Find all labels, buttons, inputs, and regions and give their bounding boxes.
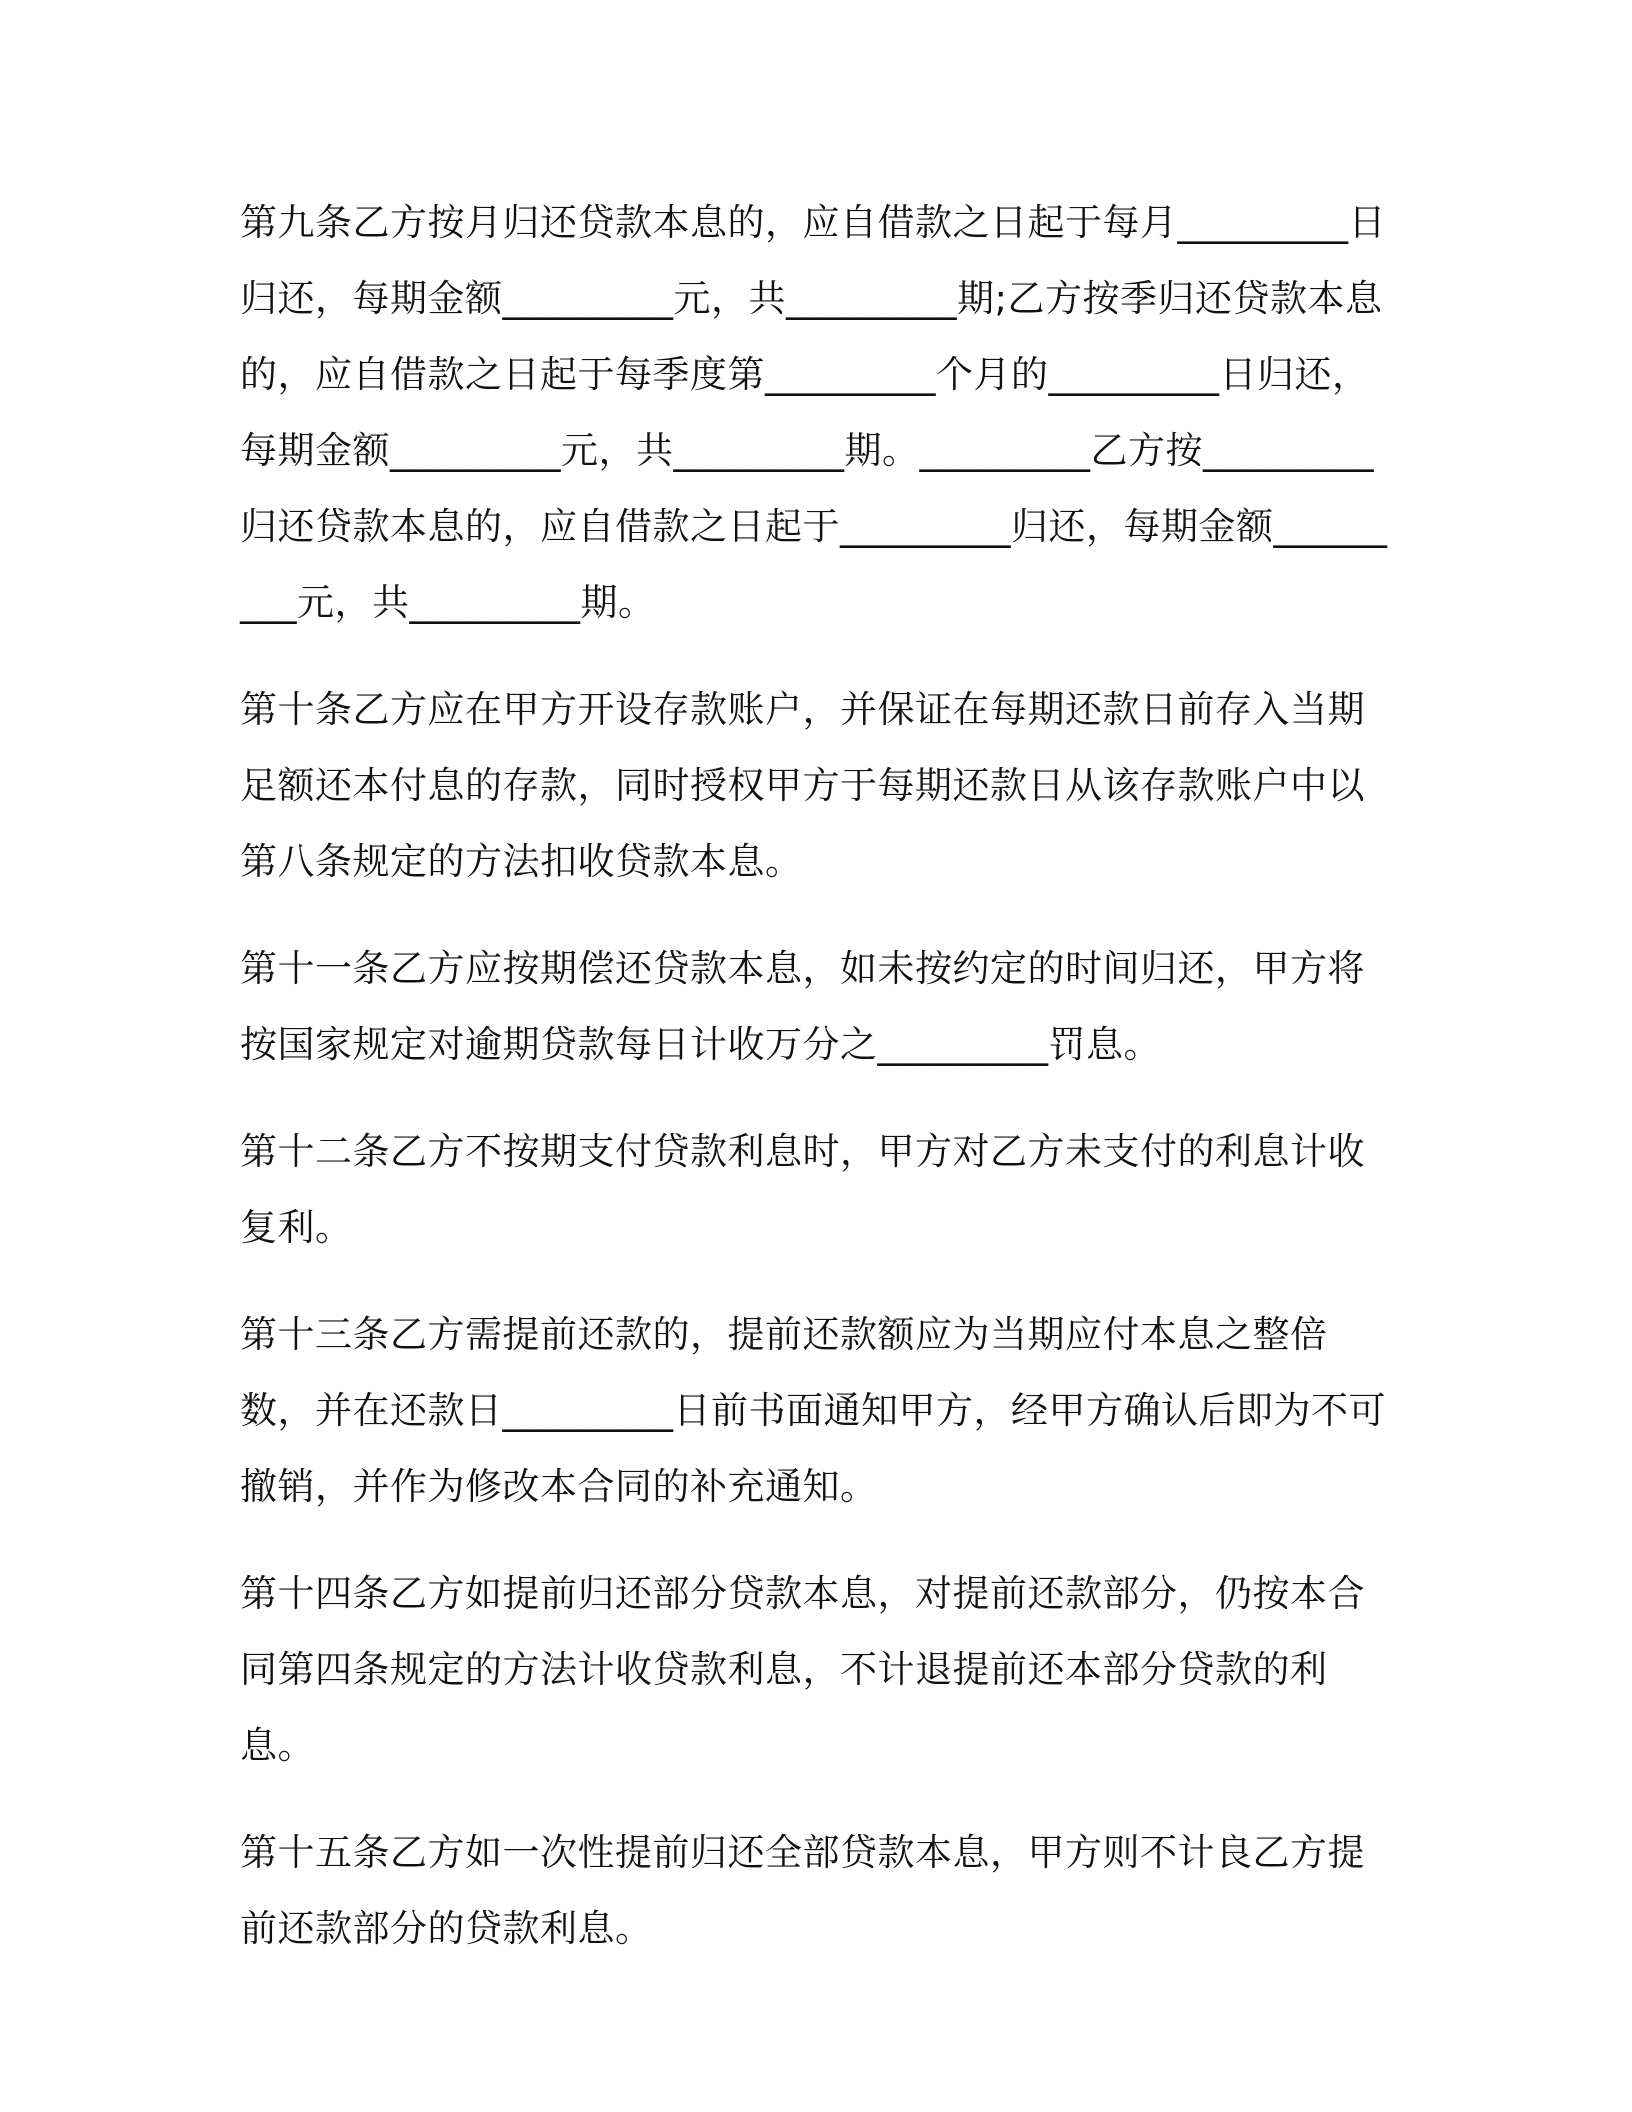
clause-14: 第十四条乙方如提前归还部分贷款本息，对提前还款部分，仍按本合同第四条规定的方法计收贷款利息，不计退提前还本部分贷款的利息。 xyxy=(240,1572,1365,1767)
clause-12: 第十二条乙方不按期支付贷款利息时，甲方对乙方未支付的利息计收复利。 xyxy=(240,1130,1365,1249)
clause-9: 第九条乙方按月归还贷款本息的，应自借款之日起于每月_________日归还，每期金额_________元，共_________期;乙方按季归还贷款本息的，应自借款之日起于每季度第_________个月的_________日归还，每期金额_________元，共_________期。_________乙方按_________归还贷款本息的，应自借款之日起于_________归还，每期金额_________元，共_________期。 xyxy=(240,201,1388,624)
clause-11: 第十一条乙方应按期偿还贷款本息，如未按约定的时间归还，甲方将按国家规定对逾期贷款每日计收万分之_________罚息。 xyxy=(240,947,1365,1066)
clause-13: 第十三条乙方需提前还款的，提前还款额应为当期应付本息之整倍数，并在还款日_________日前书面通知甲方，经甲方确认后即为不可撤销，并作为修改本合同的补充通知。 xyxy=(240,1313,1386,1508)
clause-15: 第十五条乙方如一次性提前归还全部贷款本息，甲方则不计良乙方提前还款部分的贷款利息。 xyxy=(240,1831,1365,1950)
clause-10: 第十条乙方应在甲方开设存款账户，并保证在每期还款日前存入当期足额还本付息的存款，同时授权甲方于每期还款日从该存款账户中以第八条规定的方法扣收贷款本息。 xyxy=(240,688,1365,883)
document-body xyxy=(240,185,1400,1998)
